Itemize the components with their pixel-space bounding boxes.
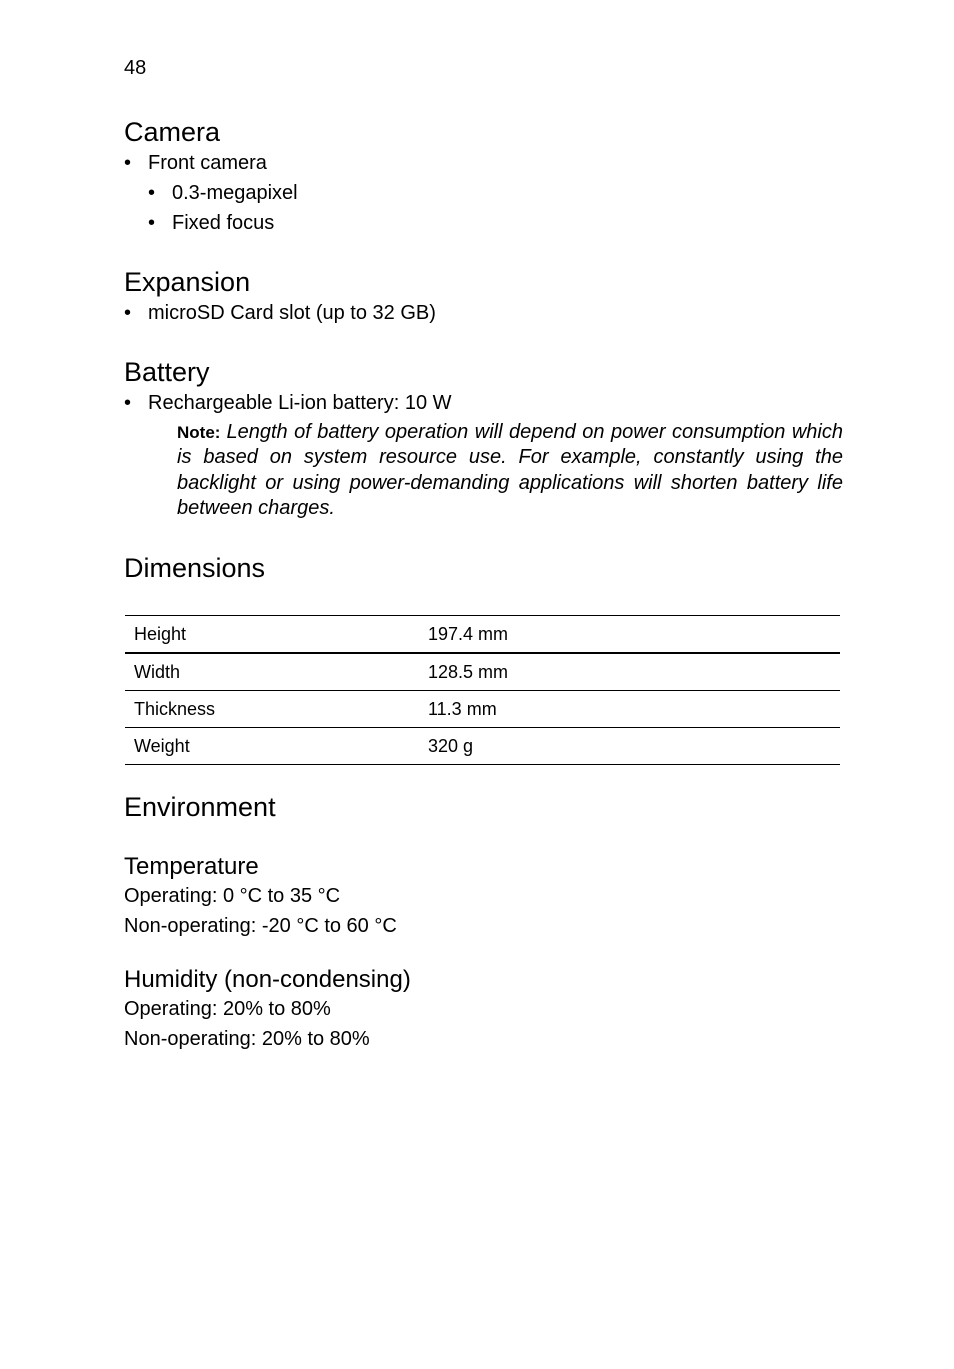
battery-note xyxy=(177,420,843,521)
dimension-label: Weight xyxy=(125,728,419,765)
table-row xyxy=(125,691,840,728)
humidity-heading: Humidity (non-condensing) xyxy=(124,966,411,993)
humidity-operating: Operating: 20% to 80% xyxy=(124,998,331,1020)
bullet-icon: • xyxy=(124,302,132,324)
bullet-icon: • xyxy=(124,152,132,174)
page-number: 48 xyxy=(124,57,147,79)
temperature-operating: Operating: 0 °C to 35 °C xyxy=(124,885,341,907)
battery-heading: Battery xyxy=(124,357,210,387)
temperature-heading: Temperature xyxy=(124,853,259,880)
list-item xyxy=(148,211,274,235)
table-row xyxy=(125,728,840,765)
list-item-text: Front camera xyxy=(148,152,267,174)
dimensions-table xyxy=(125,615,840,765)
camera-heading: Camera xyxy=(124,117,221,147)
list-item-text: 0.3-megapixel xyxy=(172,182,298,204)
list-item-text: microSD Card slot (up to 32 GB) xyxy=(148,302,436,324)
list-item-text: Rechargeable Li-ion battery: 10 W xyxy=(148,392,452,414)
list-item xyxy=(124,151,267,175)
environment-heading: Environment xyxy=(124,792,276,822)
humidity-non-operating: Non-operating: 20% to 80% xyxy=(124,1028,370,1050)
dimension-value: 197.4 mm xyxy=(419,616,840,654)
note-text: Length of battery operation will depend on power consumption which is based on system resource use. For example, constantly using the backlight or using power-demanding applications will shorten battery life between charges. xyxy=(177,421,843,519)
list-item xyxy=(124,301,436,325)
dimension-value: 128.5 mm xyxy=(419,653,840,691)
expansion-heading: Expansion xyxy=(124,267,251,297)
dimension-value: 11.3 mm xyxy=(419,691,840,728)
note-label: Note: xyxy=(177,423,221,442)
dimension-label: Width xyxy=(125,653,419,691)
table-row xyxy=(125,653,840,691)
list-item xyxy=(124,391,452,415)
bullet-icon: • xyxy=(148,182,156,204)
table-row xyxy=(125,616,840,654)
dimension-label: Thickness xyxy=(125,691,419,728)
dimension-value: 320 g xyxy=(419,728,840,765)
list-item xyxy=(148,181,298,205)
dimensions-heading: Dimensions xyxy=(124,553,266,583)
dimension-label: Height xyxy=(125,616,419,654)
bullet-icon: • xyxy=(148,212,156,234)
bullet-icon: • xyxy=(124,392,132,414)
list-item-text: Fixed focus xyxy=(172,212,275,234)
temperature-non-operating: Non-operating: -20 °C to 60 °C xyxy=(124,915,397,937)
